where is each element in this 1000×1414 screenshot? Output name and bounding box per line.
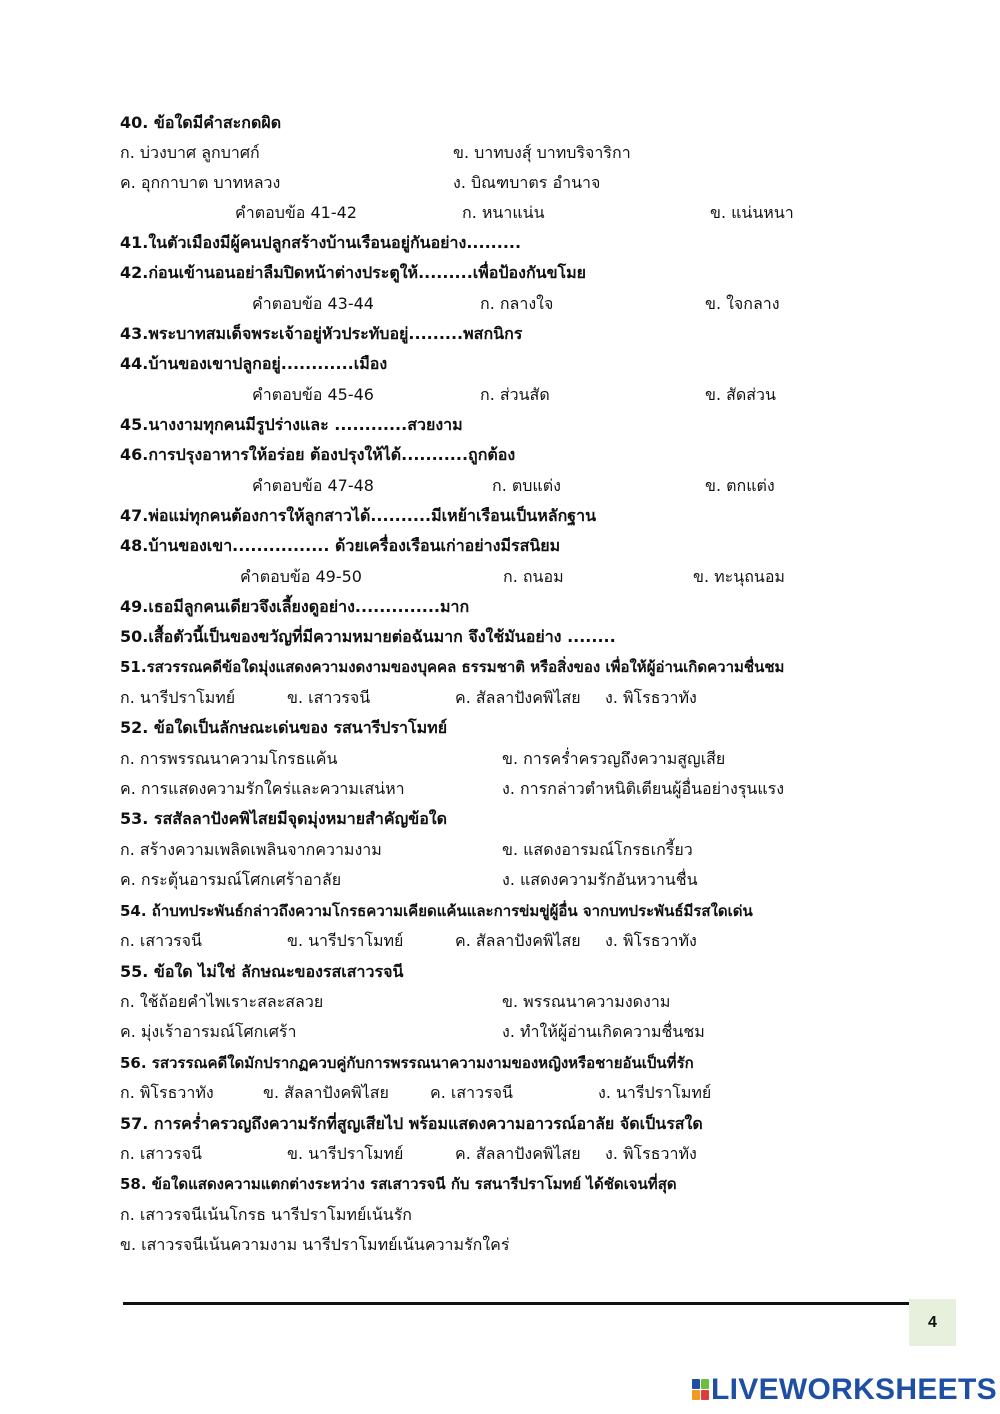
question-55: 55. ข้อใด ไม่ใช่ ลักษณะของรสเสาวรจนี bbox=[120, 962, 404, 981]
choice-56-a: ก. พิโรธวาทัง bbox=[120, 1083, 214, 1102]
choice-51-d: ง. พิโรธวาทัง bbox=[605, 688, 697, 707]
choice-52-b: ข. การคร่ำครวญถึงความสูญเสีย bbox=[502, 749, 726, 768]
page-number: 4 bbox=[928, 1313, 937, 1331]
choice-56-c: ค. เสาวรจนี bbox=[430, 1083, 513, 1102]
answer-set-41-42-title: คำตอบข้อ 41-42 bbox=[235, 203, 357, 222]
choice-55-b: ข. พรรณนาความงดงาม bbox=[502, 992, 671, 1011]
answer-43-44-b: ข. ใจกลาง bbox=[705, 294, 780, 313]
choice-51-c: ค. สัลลาปังคพิไสย bbox=[455, 688, 581, 707]
answer-set-45-46-title: คำตอบข้อ 45-46 bbox=[252, 385, 374, 404]
choice-40-d: ง. บิณฑบาตร อำนาจ bbox=[453, 173, 601, 192]
choice-57-c: ค. สัลลาปังคพิไสย bbox=[455, 1144, 581, 1163]
answer-set-47-48-title: คำตอบข้อ 47-48 bbox=[252, 476, 374, 495]
question-58: 58. ข้อใดแสดงความแตกต่างระหว่าง รสเสาวรจนี กับ รสนารีปราโมทย์ ได้ชัดเจนที่สุด bbox=[120, 1175, 677, 1193]
question-44: 44.บ้านของเขาปลูกอยู่............เมือง bbox=[120, 354, 388, 373]
choice-58-b: ข. เสาวรจนีเน้นความงาม นารีปราโมทย์เน้นความรักใคร่ bbox=[120, 1235, 510, 1254]
liveworksheets-logo[interactable] bbox=[692, 1374, 997, 1406]
choice-53-c: ค. กระตุ้นอารมณ์โศกเศร้าอาลัย bbox=[120, 870, 342, 889]
answer-45-46-a: ก. ส่วนสัด bbox=[480, 385, 550, 404]
choice-54-d: ง. พิโรธวาทัง bbox=[605, 931, 697, 950]
choice-54-b: ข. นารีปราโมทย์ bbox=[287, 931, 404, 950]
choice-40-c: ค. อุกกาบาต บาทหลวง bbox=[120, 173, 281, 192]
choice-51-a: ก. นารีปราโมทย์ bbox=[120, 688, 236, 707]
question-43: 43.พระบาทสมเด็จพระเจ้าอยู่หัวประทับอยู่.........พสกนิกร bbox=[120, 324, 523, 343]
choice-54-c: ค. สัลลาปังคพิไสย bbox=[455, 931, 581, 950]
question-46: 46.การปรุงอาหารให้อร่อย ต้องปรุงให้ได้...........ถูกต้อง bbox=[120, 445, 516, 464]
choice-55-d: ง. ทำให้ผู้อ่านเกิดความชื่นชม bbox=[502, 1022, 705, 1041]
question-42: 42.ก่อนเข้านอนอย่าลืมปิดหน้าต่างประตูให้.........เพื่อป้องกันขโมย bbox=[120, 263, 587, 282]
choice-58-a: ก. เสาวรจนีเน้นโกรธ นารีปราโมทย์เน้นรัก bbox=[120, 1205, 412, 1224]
question-52: 52. ข้อใดเป็นลักษณะเด่นของ รสนารีปราโมทย์ bbox=[120, 718, 448, 737]
choice-52-d: ง. การกล่าวตำหนิติเตียนผู้อื่นอย่างรุนแรง bbox=[502, 779, 785, 798]
footer-rule bbox=[123, 1302, 909, 1305]
choice-57-b: ข. นารีปราโมทย์ bbox=[287, 1144, 404, 1163]
question-45: 45.นางงามทุกคนมีรูปร่างและ ............สวยงาม bbox=[120, 415, 463, 434]
answer-47-48-b: ข. ตกแต่ง bbox=[705, 476, 775, 495]
liveworksheets-logo-text: LIVEWORKSHEETS bbox=[711, 1373, 997, 1406]
choice-52-c: ค. การแสดงความรักใคร่และความเสน่หา bbox=[120, 779, 405, 798]
question-49: 49.เธอมีลูกคนเดียวจึงเลี้ยงดูอย่าง..............มาก bbox=[120, 597, 470, 616]
liveworksheets-logo-icon bbox=[692, 1379, 709, 1401]
choice-55-a: ก. ใช้ถ้อยคำไพเราะสละสลวย bbox=[120, 992, 324, 1011]
choice-52-a: ก. การพรรณนาความโกรธแค้น bbox=[120, 749, 338, 768]
choice-51-b: ข. เสาวรจนี bbox=[287, 688, 371, 707]
choice-40-a: ก. บ่วงบาศ ลูกบาศก์ bbox=[120, 143, 260, 162]
answer-43-44-a: ก. กลางใจ bbox=[480, 294, 554, 313]
answer-45-46-b: ข. สัดส่วน bbox=[705, 385, 776, 404]
answer-set-49-50-title: คำตอบข้อ 49-50 bbox=[240, 567, 362, 586]
choice-56-b: ข. สัลลาปังคพิไสย bbox=[263, 1083, 389, 1102]
question-40: 40. ข้อใดมีคำสะกดผิด bbox=[120, 113, 282, 132]
choice-40-b: ข. บาทบงสุ์ บาทบริจาริกา bbox=[453, 143, 631, 162]
choice-56-d: ง. นารีปราโมทย์ bbox=[598, 1083, 712, 1102]
question-48: 48.บ้านของเขา................ ด้วยเครื่องเรือนเก่าอย่างมีรสนิยม bbox=[120, 536, 561, 555]
question-51: 51.รสวรรณคดีข้อใดมุ่งแสดงความงดงามของบุคคล ธรรมชาติ หรือสิ่งของ เพื่อให้ผู้อ่านเกิดความชื่นชม bbox=[120, 658, 785, 676]
question-41: 41.ในตัวเมืองมีผู้คนปลูกสร้างบ้านเรือนอยู่กันอย่าง......... bbox=[120, 233, 522, 252]
question-47: 47.พ่อแม่ทุกคนต้องการให้ลูกสาวได้..........มีเหย้าเรือนเป็นหลักฐาน bbox=[120, 506, 596, 525]
question-54: 54. ถ้าบทประพันธ์กล่าวถึงความโกรธความเคียดแค้นและการข่มขู่ผู้อื่น จากบทประพันธ์มีรสใดเด่น bbox=[120, 902, 753, 920]
question-56: 56. รสวรรณคดีใดมักปรากฏควบคู่กับการพรรณนาความงามของหญิงหรือชายอันเป็นที่รัก bbox=[120, 1054, 694, 1072]
answer-set-43-44-title: คำตอบข้อ 43-44 bbox=[252, 294, 374, 313]
choice-57-d: ง. พิโรธวาทัง bbox=[605, 1144, 697, 1163]
question-53: 53. รสสัลลาปังคพิไสยมีจุดมุ่งหมายสำคัญข้อใด bbox=[120, 809, 447, 828]
choice-55-c: ค. มุ่งเร้าอารมณ์โศกเศร้า bbox=[120, 1022, 297, 1041]
answer-41-42-a: ก. หนาแน่น bbox=[462, 203, 545, 222]
choice-53-d: ง. แสดงความรักอันหวานชื่น bbox=[502, 870, 698, 889]
answer-49-50-b: ข. ทะนุถนอม bbox=[693, 567, 785, 586]
question-50: 50.เสื้อตัวนี้เป็นของขวัญที่มีความหมายต่อฉันมาก จึงใช้มันอย่าง ........ bbox=[120, 627, 616, 646]
answer-41-42-b: ข. แน่นหนา bbox=[710, 203, 794, 222]
choice-54-a: ก. เสาวรจนี bbox=[120, 931, 202, 950]
page-number-box bbox=[909, 1299, 956, 1346]
answer-47-48-a: ก. ตบแต่ง bbox=[492, 476, 561, 495]
choice-53-a: ก. สร้างความเพลิดเพลินจากความงาม bbox=[120, 840, 382, 859]
answer-49-50-a: ก. ถนอม bbox=[503, 567, 564, 586]
choice-53-b: ข. แสดงอารมณ์โกรธเกรี้ยว bbox=[502, 840, 693, 859]
choice-57-a: ก. เสาวรจนี bbox=[120, 1144, 202, 1163]
question-57: 57. การคร่ำครวญถึงความรักที่สูญเสียไป พร้อมแสดงความอาวรณ์อาลัย จัดเป็นรสใด bbox=[120, 1114, 703, 1133]
